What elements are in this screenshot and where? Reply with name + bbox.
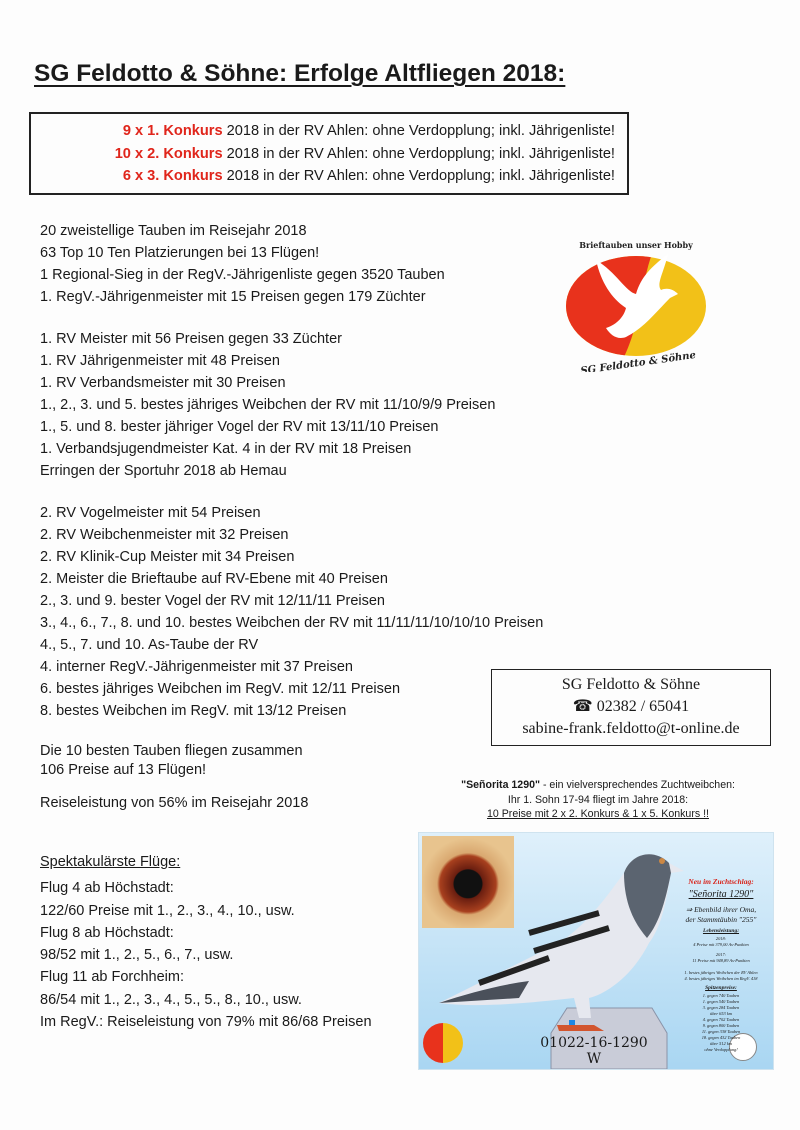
konkurs-count: 10 x 2. Konkurs	[114, 145, 223, 162]
achievement-line: 6. bestes jähriges Weibchen im RegV. mit 12/11 Preisen	[40, 681, 401, 697]
card-prize-list	[669, 993, 773, 1053]
card-2017: 2017:	[715, 952, 727, 957]
achievements-group-2	[40, 328, 495, 482]
achievement-line: 1. RegV.-Jährigenmeister mit 15 Preisen gegen 179 Züchter	[40, 289, 426, 305]
card-2018: 2018:	[715, 936, 727, 941]
konkurs-line	[31, 165, 615, 188]
achievement-line: Erringen der Sportuhr 2018 ab Hemau	[40, 463, 287, 479]
card-spitzen: Spitzenpreise:	[705, 985, 737, 991]
achievement-line: 1. RV Verbandsmeister mit 30 Preisen	[40, 375, 286, 391]
konkurs-text: 2018 in der RV Ahlen: ohne Verdopplung; inkl. Jährigenliste!	[222, 168, 615, 184]
achievement-line: 1., 5. und 8. bester jähriger Vogel der RV mit 13/11/10 Preisen	[40, 419, 439, 435]
card-prize-item: 4. gegen 702 Tauben	[702, 1017, 740, 1022]
konkurs-text: 2018 in der RV Ahlen: ohne Verdopplung; inkl. Jährigenliste!	[222, 145, 615, 162]
flight-line: 86/54 mit 1., 2., 3., 4., 5., 5., 8., 10., usw.	[40, 991, 302, 1008]
pigeon-photo-card	[418, 832, 774, 1070]
caption-line-3: 10 Preise mit 2 x 2. Konkurs & 1 x 5. Konkurs !!	[487, 808, 709, 820]
contact-phone: 02382 / 65041	[596, 698, 690, 715]
card-2017-value: 11 Preise mit 948,89 As-Punkten	[692, 958, 750, 963]
card-leistung: Lebensleistung:	[702, 928, 740, 934]
konkurs-text: 2018 in der RV Ahlen: ohne Verdopplung; inkl. Jährigenliste!	[222, 123, 615, 139]
reiseleistung-text: Reiseleistung von 56% im Reisejahr 2018	[40, 795, 309, 811]
card-desc-2: der Stammtäubin "255"	[685, 915, 757, 924]
flight-line: 98/52 mit 1., 2., 5., 6., 7., usw.	[40, 947, 234, 963]
contact-email[interactable]: sabine-frank.feldotto@t-online.de	[522, 720, 740, 737]
page-title: SG Feldotto & Söhne: Erfolge Altfliegen 2018:	[34, 60, 566, 87]
telephone-icon: ☎	[572, 698, 597, 715]
caption-line-2: Ihr 1. Sohn 17-94 fliegt im Jahre 2018:	[507, 793, 689, 806]
achievements-group-3	[40, 502, 543, 722]
card-prize-item: 1. gegen 740 Tauben	[702, 993, 740, 998]
konkurs-count: 9 x 1. Konkurs	[122, 123, 223, 139]
achievement-line: 1. RV Jährigenmeister mit 48 Preisen	[40, 353, 280, 369]
contact-box	[491, 669, 771, 746]
svg-text:Brieftauben unser Hobby: Brieftauben unser Hobby	[579, 240, 693, 250]
achievement-line: 63 Top 10 Ten Platzierungen bei 13 Flügen!	[40, 245, 320, 261]
card-prize-item: 11. gegen 338 Tauben	[701, 1029, 741, 1034]
small-logo	[423, 1023, 463, 1063]
achievement-line: 2. RV Weibchenmeister mit 32 Preisen	[40, 527, 289, 543]
achievement-line: 8. bestes Weibchen im RegV. mit 13/12 Preisen	[40, 703, 347, 719]
flights-list	[40, 877, 372, 1034]
club-logo	[556, 232, 716, 372]
flight-line: 122/60 Preise mit 1., 2., 3., 4., 10., usw.	[40, 902, 295, 919]
card-best-1: 1. bestes jähriges Weibchen der RV Ahlen	[684, 970, 758, 975]
dove-logo-icon	[556, 232, 716, 372]
achievement-line: 2. RV Klinik-Cup Meister mit 34 Preisen	[40, 549, 295, 565]
flights-heading: Spektakulärste Flüge:	[40, 854, 181, 870]
achievement-line: 2. RV Vogelmeister mit 54 Preisen	[40, 505, 261, 521]
card-2018-value: 4 Preise mit 379,00 As-Punkten	[693, 942, 749, 947]
card-prize-item: über 653 km	[710, 1011, 732, 1016]
photo-caption	[418, 778, 778, 822]
card-prize-item: ohne Verdopplung!	[704, 1047, 738, 1052]
achievement-line: 1. RV Meister mit 56 Preisen gegen 33 Züchter	[40, 331, 342, 347]
achievement-line: Die 10 besten Tauben fliegen zusammen	[40, 743, 303, 759]
flight-line: Flug 4 ab Höchstadt:	[40, 880, 174, 896]
achievement-line: 20 zweistellige Tauben im Reisejahr 2018	[40, 223, 307, 239]
konkurs-line	[31, 120, 615, 143]
card-prize-item: 18. gegen 432 Tauben	[701, 1035, 741, 1040]
konkurs-count: 6 x 3. Konkurs	[122, 168, 223, 184]
svg-text:SG Feldotto & Söhne: SG Feldotto & Söhne	[579, 349, 697, 372]
contact-name: SG Feldotto & Söhne	[561, 676, 701, 693]
achievement-line: 1 Regional-Sieg in der RegV.-Jährigenliste gegen 3520 Tauben	[40, 267, 445, 283]
card-pigeon-name: "Señorita 1290"	[688, 889, 754, 900]
card-prize-item: über 512 km	[710, 1041, 732, 1046]
achievement-line: 106 Preise auf 13 Flügen!	[40, 762, 207, 778]
card-prize-item: 1. gegen 540 Tauben	[702, 999, 740, 1004]
spectacular-flights	[40, 851, 372, 1034]
caption-pigeon-name: "Señorita 1290"	[461, 779, 541, 791]
caption-text: - ein vielversprechendes Zuchtweibchen:	[540, 779, 735, 791]
konkurs-summary-box	[29, 112, 629, 195]
konkurs-line	[31, 143, 615, 166]
flight-line: Im RegV.: Reiseleistung von 79% mit 86/68 Preisen	[40, 1013, 372, 1030]
achievements-group-1	[40, 220, 445, 308]
best-pigeons-note	[40, 742, 303, 780]
flight-line: Flug 8 ab Höchstadt:	[40, 924, 174, 941]
card-new-label: Neu im Zuchtschlag:	[688, 877, 754, 886]
ring-number: 01022-16-1290 W	[540, 1035, 648, 1067]
contact-phone-row	[492, 696, 770, 718]
achievement-line: 2. Meister die Brieftaube auf RV-Ebene mit 40 Preisen	[40, 571, 388, 587]
card-desc-1: ⇒ Ebenbild ihrer Oma,	[685, 905, 757, 914]
card-best-2: 4. bestes jähriges Weibchen im RegV. 418	[684, 976, 758, 981]
achievement-line: 2., 3. und 9. bester Vogel der RV mit 12/11/11 Preisen	[40, 593, 385, 609]
flight-line: Flug 11 ab Forchheim:	[40, 969, 184, 985]
achievement-line: 3., 4., 6., 7., 8. und 10. bestes Weibchen der RV mit 11/11/11/10/10/10 Preisen	[40, 615, 544, 631]
achievement-line: 1. Verbandsjugendmeister Kat. 4 in der RV mit 18 Preisen	[40, 441, 412, 457]
card-prize-item: 9. gegen 800 Tauben	[702, 1023, 740, 1028]
achievement-line: 4., 5., 7. und 10. As-Taube der RV	[40, 637, 259, 653]
achievement-line: 4. interner RegV.-Jährigenmeister mit 37 Preisen	[40, 659, 353, 675]
achievement-line: 1., 2., 3. und 5. bestes jähriges Weibchen der RV mit 11/10/9/9 Preisen	[40, 397, 496, 413]
card-prize-item: 3. gegen 284 Tauben	[702, 1005, 740, 1010]
